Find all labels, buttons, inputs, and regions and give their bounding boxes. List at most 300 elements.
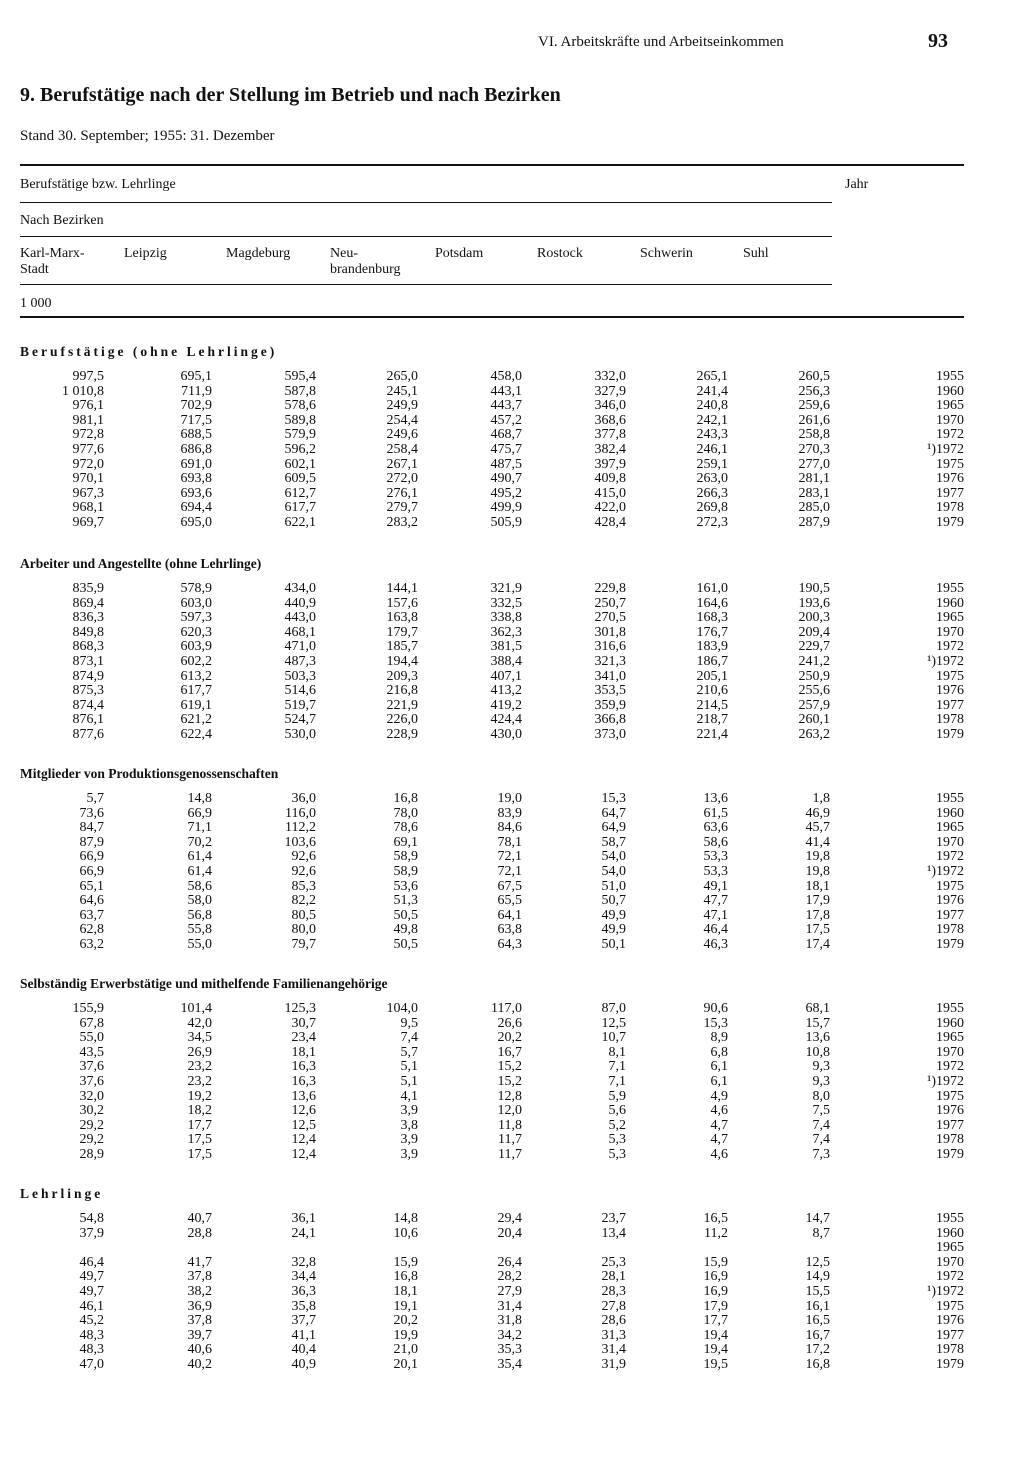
col-header-neubrandenburg: Neu- brandenburg: [330, 246, 401, 277]
col-header-magdeburg: Magdeburg: [226, 246, 291, 261]
table-cell: 381,5: [490, 639, 522, 655]
table-cell: 84,6: [497, 820, 522, 836]
table-cell: 16,3: [291, 1059, 316, 1075]
table-cell: 259,6: [798, 398, 830, 414]
table-row: [20, 443, 964, 458]
year-cell: 1965: [936, 820, 964, 836]
table-cell: 487,5: [490, 456, 522, 472]
table-cell: 245,1: [386, 383, 418, 399]
table-cell: 5,7: [400, 1044, 418, 1060]
table-cell: 92,6: [291, 863, 316, 879]
table-row: [20, 1104, 964, 1119]
table-cell: 43,5: [79, 1044, 104, 1060]
table-cell: 23,2: [187, 1059, 212, 1075]
table-cell: 240,8: [696, 398, 728, 414]
table-cell: 250,7: [594, 595, 626, 611]
table-cell: 226,0: [386, 712, 418, 728]
table-cell: 53,3: [703, 863, 728, 879]
col-header-schwerin: Schwerin: [640, 246, 693, 261]
table-row: [20, 582, 964, 597]
table-cell: 54,0: [601, 849, 626, 865]
header-berufstaetige: Berufstätige bzw. Lehrlinge: [20, 177, 176, 192]
table-cell: 29,4: [497, 1211, 522, 1226]
table-cell: 5,7: [86, 791, 104, 806]
table-row: [20, 487, 964, 502]
year-cell: 1978: [936, 712, 964, 728]
table-cell: 368,6: [594, 412, 626, 428]
table-cell: 263,2: [798, 726, 830, 742]
table-section: [20, 766, 964, 953]
table-cell: 41,1: [291, 1327, 316, 1343]
table-row: [20, 1358, 964, 1373]
table-cell: 37,9: [79, 1225, 104, 1241]
table-cell: 4,6: [710, 1146, 728, 1162]
table-cell: 62,8: [79, 922, 104, 938]
table-cell: 621,2: [180, 712, 212, 728]
table-cell: 869,4: [72, 595, 104, 611]
year-cell: 1965: [936, 1030, 964, 1046]
table-cell: 25,3: [601, 1254, 626, 1270]
table-cell: 285,0: [798, 500, 830, 516]
table-row: [20, 1031, 964, 1046]
table-cell: 8,0: [812, 1088, 830, 1104]
table-cell: 16,3: [291, 1073, 316, 1089]
table-cell: 190,5: [798, 581, 830, 596]
table-cell: 34,2: [497, 1327, 522, 1343]
table-cell: 64,6: [79, 893, 104, 909]
table-cell: 242,1: [696, 412, 728, 428]
table-cell: 4,1: [400, 1088, 418, 1104]
year-cell: 1955: [936, 791, 964, 806]
table-cell: 144,1: [386, 581, 418, 596]
table-cell: 200,3: [798, 610, 830, 626]
table-cell: 443,0: [284, 610, 316, 626]
table-cell: 31,8: [497, 1313, 522, 1329]
table-row: [20, 516, 964, 531]
table-cell: 78,6: [393, 820, 418, 836]
table-cell: 18,1: [393, 1283, 418, 1299]
table-cell: 419,2: [490, 697, 522, 713]
table-cell: 23,4: [291, 1030, 316, 1046]
table-row: [20, 1148, 964, 1163]
table-cell: 597,3: [180, 610, 212, 626]
table-cell: 19,2: [187, 1088, 212, 1104]
year-cell: 1975: [936, 878, 964, 894]
table-cell: 70,2: [187, 834, 212, 850]
table-cell: 5,3: [608, 1132, 626, 1148]
table-cell: 112,2: [285, 820, 316, 836]
table-cell: 7,5: [812, 1103, 830, 1119]
table-cell: 15,3: [601, 791, 626, 806]
table-cell: 874,9: [72, 668, 104, 684]
table-cell: 65,1: [79, 878, 104, 894]
table-cell: 691,0: [180, 456, 212, 472]
table-cell: 17,7: [703, 1313, 728, 1329]
table-cell: 46,3: [703, 936, 728, 952]
table-cell: 205,1: [696, 668, 728, 684]
table-cell: 35,3: [497, 1342, 522, 1358]
table-cell: 209,4: [798, 624, 830, 640]
table-cell: 246,1: [696, 441, 728, 457]
table-cell: 163,8: [386, 610, 418, 626]
section-title: Arbeiter und Angestellte (ohne Lehrlinge): [20, 556, 262, 571]
table-cell: 61,5: [703, 805, 728, 821]
table-row: [20, 501, 964, 516]
table-cell: 210,6: [696, 683, 728, 699]
year-cell: 1977: [936, 485, 964, 501]
table-cell: 66,9: [79, 863, 104, 879]
table-row: [20, 699, 964, 714]
table-cell: 617,7: [284, 500, 316, 516]
table-cell: 695,1: [180, 369, 212, 384]
table-cell: 18,1: [805, 878, 830, 894]
table-cell: 440,9: [284, 595, 316, 611]
table-cell: 430,0: [490, 726, 522, 742]
table-cell: 216,8: [386, 683, 418, 699]
table-row: [20, 1314, 964, 1329]
year-cell: 1972: [936, 1269, 964, 1285]
table-cell: 7,3: [812, 1146, 830, 1162]
table-cell: 37,8: [187, 1313, 212, 1329]
table-cell: 613,2: [180, 668, 212, 684]
year-cell: 1977: [936, 1327, 964, 1343]
table-cell: 18,1: [291, 1044, 316, 1060]
section-title: Selbständig Erwerbstätige und mithelfende Familienangehörige: [20, 976, 388, 991]
table-cell: 13,6: [703, 791, 728, 806]
year-cell: ¹)1972: [927, 863, 964, 879]
table-cell: 64,1: [497, 907, 522, 923]
table-cell: 49,7: [79, 1269, 104, 1285]
table-cell: 17,9: [805, 893, 830, 909]
table-cell: 359,9: [594, 697, 626, 713]
header-rule-1: [20, 202, 832, 203]
table-cell: 287,9: [798, 514, 830, 530]
table-cell: 514,6: [284, 683, 316, 699]
table-cell: 229,8: [594, 581, 626, 596]
year-cell: 1976: [936, 1103, 964, 1119]
table-cell: 80,5: [291, 907, 316, 923]
table-cell: 209,3: [386, 668, 418, 684]
year-cell: 1979: [936, 936, 964, 952]
table-row: [20, 1090, 964, 1105]
year-cell: ¹)1972: [927, 1073, 964, 1089]
table-row: [20, 428, 964, 443]
table-cell: 87,9: [79, 834, 104, 850]
table-cell: 3,9: [400, 1132, 418, 1148]
table-cell: 457,2: [490, 412, 522, 428]
table-cell: 17,9: [703, 1298, 728, 1314]
table-row: [20, 923, 964, 938]
year-cell: 1978: [936, 922, 964, 938]
table-cell: 4,6: [710, 1103, 728, 1119]
table-cell: 58,9: [393, 849, 418, 865]
table-row: [20, 1227, 964, 1242]
table-cell: 301,8: [594, 624, 626, 640]
table-cell: 7,4: [400, 1030, 418, 1046]
table-title: 9. Berufstätige nach der Stellung im Betrieb und nach Bezirken: [20, 84, 561, 106]
year-cell: 1977: [936, 1117, 964, 1133]
year-cell: 1979: [936, 514, 964, 530]
table-cell: 28,2: [497, 1269, 522, 1285]
table-cell: 6,8: [710, 1044, 728, 1060]
table-row: [20, 1241, 964, 1256]
table-cell: 12,0: [497, 1103, 522, 1119]
table-cell: 332,5: [490, 595, 522, 611]
table-cell: 10,6: [393, 1225, 418, 1241]
table-cell: 32,8: [291, 1254, 316, 1270]
table-cell: 228,9: [386, 726, 418, 742]
table-cell: 366,8: [594, 712, 626, 728]
table-cell: 269,8: [696, 500, 728, 516]
table-cell: 267,1: [386, 456, 418, 472]
table-section: [20, 556, 964, 743]
table-row: [20, 792, 964, 807]
table-cell: 972,0: [72, 456, 104, 472]
table-cell: 5,1: [400, 1073, 418, 1089]
table-cell: 617,7: [180, 683, 212, 699]
table-cell: 873,1: [72, 653, 104, 669]
table-cell: 16,1: [805, 1298, 830, 1314]
table-cell: 283,2: [386, 514, 418, 530]
table-cell: 434,0: [284, 581, 316, 596]
table-cell: 85,3: [291, 878, 316, 894]
table-cell: 7,4: [812, 1132, 830, 1148]
table-row: [20, 1329, 964, 1344]
table-row: [20, 821, 964, 836]
table-cell: 609,5: [284, 471, 316, 487]
table-cell: 28,1: [601, 1269, 626, 1285]
table-cell: 90,6: [703, 1001, 728, 1016]
table-cell: 78,0: [393, 805, 418, 821]
table-cell: 19,1: [393, 1298, 418, 1314]
table-cell: 266,3: [696, 485, 728, 501]
year-cell: 1979: [936, 726, 964, 742]
table-cell: 15,3: [703, 1015, 728, 1031]
table-cell: 26,6: [497, 1015, 522, 1031]
table-cell: 3,8: [400, 1117, 418, 1133]
table-cell: 8,9: [710, 1030, 728, 1046]
year-cell: 1970: [936, 834, 964, 850]
table-row: [20, 1285, 964, 1300]
table-cell: 176,7: [696, 624, 728, 640]
table-cell: 711,9: [181, 383, 212, 399]
table-cell: 686,8: [180, 441, 212, 457]
table-cell: 279,7: [386, 500, 418, 516]
table-row: [20, 713, 964, 728]
table-cell: 69,1: [393, 834, 418, 850]
table-cell: 316,6: [594, 639, 626, 655]
table-cell: 68,1: [805, 1001, 830, 1016]
year-cell: 1978: [936, 500, 964, 516]
table-cell: 36,3: [291, 1283, 316, 1299]
table-cell: 12,4: [291, 1146, 316, 1162]
table-cell: 19,4: [703, 1342, 728, 1358]
table-cell: 41,4: [805, 834, 830, 850]
table-cell: 164,6: [696, 595, 728, 611]
table-cell: 249,9: [386, 398, 418, 414]
table-cell: 603,0: [180, 595, 212, 611]
header-rule-3: [20, 284, 832, 285]
year-cell: 1965: [936, 610, 964, 626]
table-cell: 37,8: [187, 1269, 212, 1285]
table-row: [20, 399, 964, 414]
table-cell: 21,0: [393, 1342, 418, 1358]
year-cell: 1955: [936, 581, 964, 596]
table-cell: 413,2: [490, 683, 522, 699]
table-cell: 595,4: [284, 369, 316, 384]
table-cell: 874,4: [72, 697, 104, 713]
table-cell: 49,1: [703, 878, 728, 894]
table-row: [20, 626, 964, 641]
table-cell: 40,6: [187, 1342, 212, 1358]
table-cell: 4,9: [710, 1088, 728, 1104]
table-cell: 13,6: [291, 1088, 316, 1104]
table-cell: 981,1: [72, 412, 104, 428]
table-cell: 424,4: [490, 712, 522, 728]
year-cell: 1960: [936, 1225, 964, 1241]
col-header-potsdam: Potsdam: [435, 246, 484, 261]
year-cell: 1976: [936, 683, 964, 699]
year-cell: 1972: [936, 639, 964, 655]
table-cell: 46,4: [703, 922, 728, 938]
table-cell: 7,1: [608, 1073, 626, 1089]
table-cell: 589,8: [284, 412, 316, 428]
table-cell: 578,9: [180, 581, 212, 596]
table-cell: 688,5: [180, 427, 212, 443]
table-cell: 602,1: [284, 456, 316, 472]
table-cell: 836,3: [72, 610, 104, 626]
table-cell: 254,4: [386, 412, 418, 428]
col-header-karl-marx-stadt: Karl-Marx- Stadt: [20, 246, 85, 277]
table-cell: 16,5: [805, 1313, 830, 1329]
table-cell: 519,7: [284, 697, 316, 713]
table-cell: 693,8: [180, 471, 212, 487]
table-cell: 72,1: [497, 863, 522, 879]
table-cell: 475,7: [490, 441, 522, 457]
table-cell: 104,0: [386, 1001, 418, 1016]
table-section: [20, 976, 964, 1163]
table-cell: 1 010,8: [62, 383, 104, 399]
table-cell: 15,7: [805, 1015, 830, 1031]
table-cell: 58,6: [703, 834, 728, 850]
table-cell: 875,3: [72, 683, 104, 699]
table-cell: 15,9: [703, 1254, 728, 1270]
year-cell: 1972: [936, 849, 964, 865]
table-cell: 27,8: [601, 1298, 626, 1314]
table-section: [20, 344, 964, 531]
table-cell: 71,1: [187, 820, 212, 836]
table-row: [20, 1017, 964, 1032]
table-cell: 603,9: [180, 639, 212, 655]
table-cell: 16,9: [703, 1269, 728, 1285]
table-row: [20, 1002, 964, 1017]
table-cell: 58,6: [187, 878, 212, 894]
table-cell: 5,9: [608, 1088, 626, 1104]
table-cell: 46,4: [79, 1254, 104, 1270]
table-cell: 241,2: [798, 653, 830, 669]
table-cell: 31,9: [601, 1356, 626, 1372]
table-row: [20, 909, 964, 924]
table-cell: 17,2: [805, 1342, 830, 1358]
year-cell: 1976: [936, 1313, 964, 1329]
table-cell: 214,5: [696, 697, 728, 713]
table-cell: 12,5: [805, 1254, 830, 1270]
table-cell: 257,9: [798, 697, 830, 713]
table-cell: 157,6: [386, 595, 418, 611]
table-cell: 579,9: [284, 427, 316, 443]
table-cell: 17,8: [805, 907, 830, 923]
table-cell: 50,7: [601, 893, 626, 909]
table-cell: 55,8: [187, 922, 212, 938]
table-cell: 24,1: [291, 1225, 316, 1241]
table-cell: 277,0: [798, 456, 830, 472]
table-cell: 37,6: [79, 1059, 104, 1075]
table-cell: 58,7: [601, 834, 626, 850]
year-cell: 1972: [936, 1059, 964, 1075]
table-cell: 321,9: [490, 581, 522, 596]
year-cell: 1978: [936, 1132, 964, 1148]
table-cell: 19,5: [703, 1356, 728, 1372]
table-cell: 37,7: [291, 1313, 316, 1329]
table-cell: 9,3: [812, 1059, 830, 1075]
table-cell: 49,9: [601, 907, 626, 923]
table-cell: 14,7: [805, 1211, 830, 1226]
table-cell: 117,0: [491, 1001, 522, 1016]
table-row: [20, 1256, 964, 1271]
table-cell: 92,6: [291, 849, 316, 865]
table-row: [20, 370, 964, 385]
table-cell: 17,5: [187, 1146, 212, 1162]
table-cell: 48,3: [79, 1342, 104, 1358]
table-cell: 15,2: [497, 1073, 522, 1089]
table-cell: 976,1: [72, 398, 104, 414]
table-cell: 362,3: [490, 624, 522, 640]
table-cell: 259,1: [696, 456, 728, 472]
table-cell: 83,9: [497, 805, 522, 821]
table-row: [20, 385, 964, 400]
table-cell: 327,9: [594, 383, 626, 399]
table-row: [20, 807, 964, 822]
table-cell: 249,6: [386, 427, 418, 443]
table-cell: 16,7: [805, 1327, 830, 1343]
table-cell: 868,3: [72, 639, 104, 655]
table-cell: 382,4: [594, 441, 626, 457]
table-cell: 16,8: [393, 791, 418, 806]
table-cell: 5,1: [400, 1059, 418, 1075]
table-cell: 12,4: [291, 1132, 316, 1148]
table-cell: 51,3: [393, 893, 418, 909]
table-cell: 693,6: [180, 485, 212, 501]
table-cell: 183,9: [696, 639, 728, 655]
table-cell: 373,0: [594, 726, 626, 742]
table-cell: 849,8: [72, 624, 104, 640]
table-cell: 587,8: [284, 383, 316, 399]
table-cell: 61,4: [187, 863, 212, 879]
section-title: Mitglieder von Produktionsgenossenschaften: [20, 766, 279, 781]
table-cell: 31,4: [601, 1342, 626, 1358]
table-cell: 23,7: [601, 1211, 626, 1226]
table-cell: 471,0: [284, 639, 316, 655]
table-cell: 45,2: [79, 1313, 104, 1329]
year-cell: 1978: [936, 1342, 964, 1358]
table-row: [20, 1075, 964, 1090]
table-cell: 263,0: [696, 471, 728, 487]
table-cell: 31,4: [497, 1298, 522, 1314]
table-cell: 47,0: [79, 1356, 104, 1372]
table-row: [20, 1300, 964, 1315]
table-cell: 5,6: [608, 1103, 626, 1119]
header-bottom-rule: [20, 316, 964, 318]
